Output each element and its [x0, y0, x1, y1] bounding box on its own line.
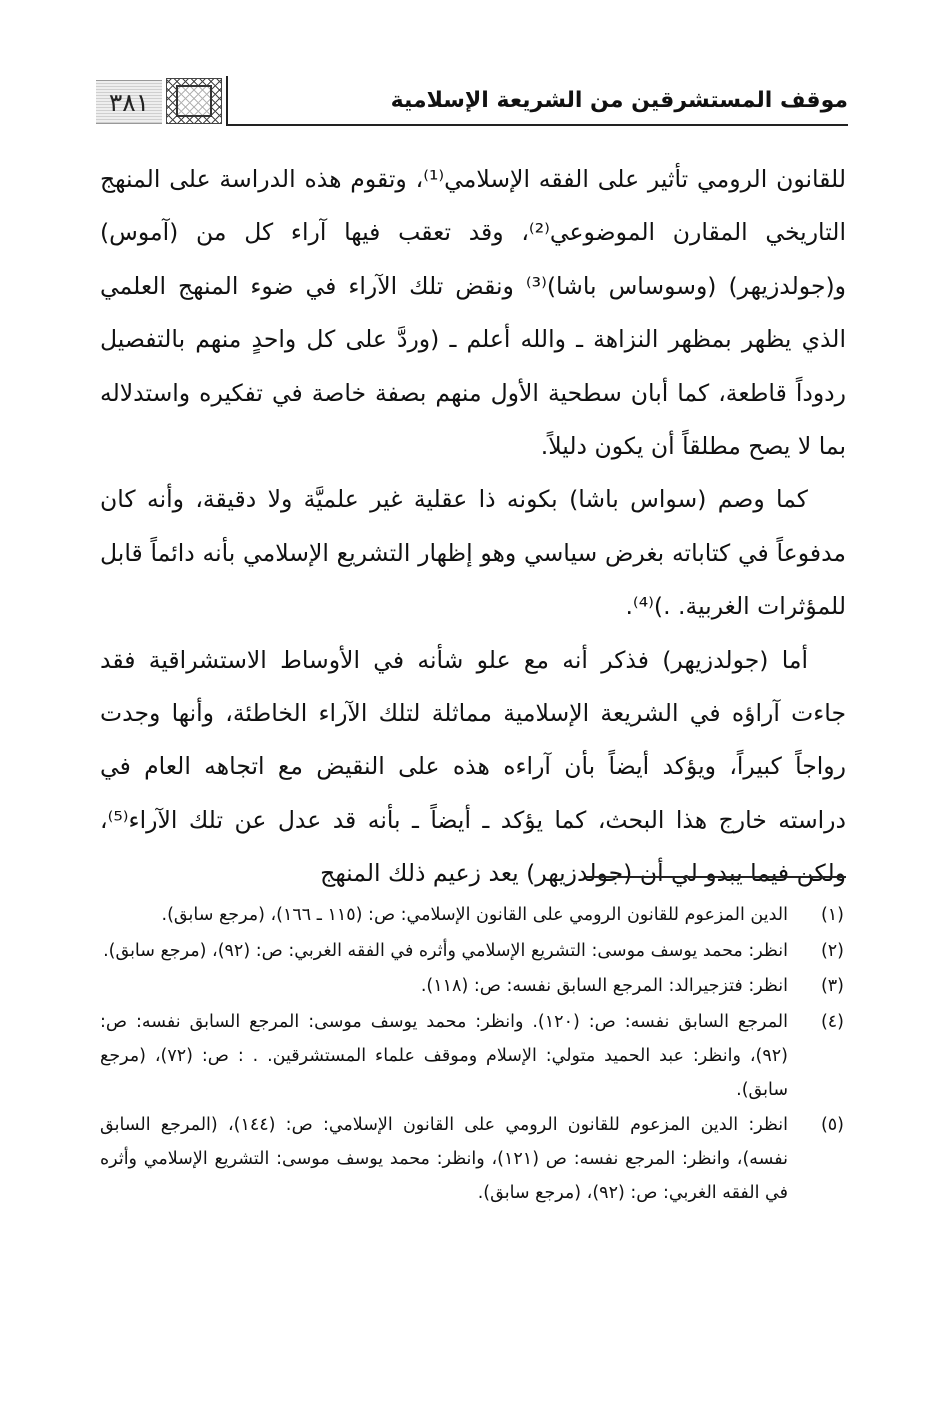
- header-rule: [226, 124, 848, 126]
- paragraph-2: كما وصم (سواس باشا) بكونه ذا عقلية غير علميَّة ولا دقيقة، وأنه كان مدفوعاً في كتاباته بغرض سياسي وهو إظهار التشريع الإسلامي بأنه دائماً قابل للمؤثرات الغربية. .)⁽⁴⁾.: [100, 485, 846, 621]
- footnote-text: المرجع السابق نفسه: ص: (١٢٠). وانظر: محمد يوسف موسى: المرجع السابق نفسه: ص: (٩٢)، وانظر: عبد الحميد متولي: الإسلام وموقف علماء المستشرقين. . : ص: (٧٢)، (مرجع سابق).: [100, 1011, 789, 1100]
- footnote-number: (٤): [820, 1011, 844, 1032]
- footnote-1: [100, 898, 846, 932]
- running-title: موقف المستشرقين من الشريعة الإسلامية: [390, 88, 848, 113]
- footnote-2: [100, 934, 846, 968]
- page-number: ٣٨١: [96, 80, 162, 124]
- footnote-separator: [586, 876, 846, 878]
- footnote-number: (٢): [820, 940, 844, 961]
- footnote-text: انظر: فتزجيرالد: المرجع السابق نفسه: ص: (١١٨).: [420, 976, 788, 996]
- paragraph-1: للقانون الرومي تأثير على الفقه الإسلامي⁽¹⁾، وتقوم هذه الدراسة على المنهج التاريخي المقارن الموضوعي⁽²⁾، وقد تعقب فيها آراء كل من (آموس) و(جولدزيهر) (وسوساس باشا)⁽³⁾ ونقض تلك الآراء في ضوء المنهج العلمي الذي يظهر بمظهر النزاهة ـ والله أعلم ـ (وردَّ على كل واحدٍ منهم بالتفصيل ردوداً قاطعة، كما أبان سطحية الأول منهم بصفة خاصة في تفكيره واستدلاله بما لا يصح مطلقاً أن يكون دليلاً.: [100, 165, 846, 461]
- footnotes: [100, 898, 846, 1212]
- footnote-text: انظر: محمد يوسف موسى: التشريع الإسلامي وأثره في الفقه الغربي: ص: (٩٢)، (مرجع سابق).: [103, 940, 788, 961]
- footnote-4: [100, 1005, 846, 1107]
- footnote-5: [100, 1108, 846, 1210]
- footnote-number: (٣): [820, 976, 844, 996]
- ornament-icon: [166, 78, 222, 124]
- footnote-text: انظر: الدين المزعوم للقانون الرومي على القانون الإسلامي: ص: (١٤٤)، (المرجع السابق نفسه)، وانظر: المرجع نفسه: ص (١٢١)، وانظر: محمد يوسف موسى: التشريع الإسلامي وأثره في الفقه الغربي: ص: (٩٢)، (مرجع سابق).: [100, 1115, 788, 1203]
- footnote-3: [100, 969, 846, 1003]
- footnote-number: (٥): [820, 1115, 844, 1135]
- paragraph-3: أما (جولدزيهر) فذكر أنه مع علو شأنه في الأوساط الاستشراقية فقد جاءت آراؤه في الشريعة الإسلامية مماثلة لتلك الآراء الخاطئة، وأنها وجدت رواجاً كبيراً، ويؤكد أيضاً بأن آراءه هذه على النقيض مع اتجاهه العام في دراسته خارج هذا البحث، كما يؤكد ـ أيضاً ـ بأنه قد عدل عن تلك الآراء⁽⁵⁾، ولكن فيما يبدو لي أن (جولدزيهر) يعد زعيم ذلك المنهج: [100, 645, 846, 888]
- footnote-number: (١): [820, 905, 844, 925]
- footnote-text: الدين المزعوم للقانون الرومي على القانون الإسلامي: ص: (١١٥ ـ ١٦٦)، (مرجع سابق).: [161, 905, 788, 925]
- page-header: [96, 70, 848, 128]
- main-text: [100, 153, 846, 901]
- header-divider: [226, 76, 228, 126]
